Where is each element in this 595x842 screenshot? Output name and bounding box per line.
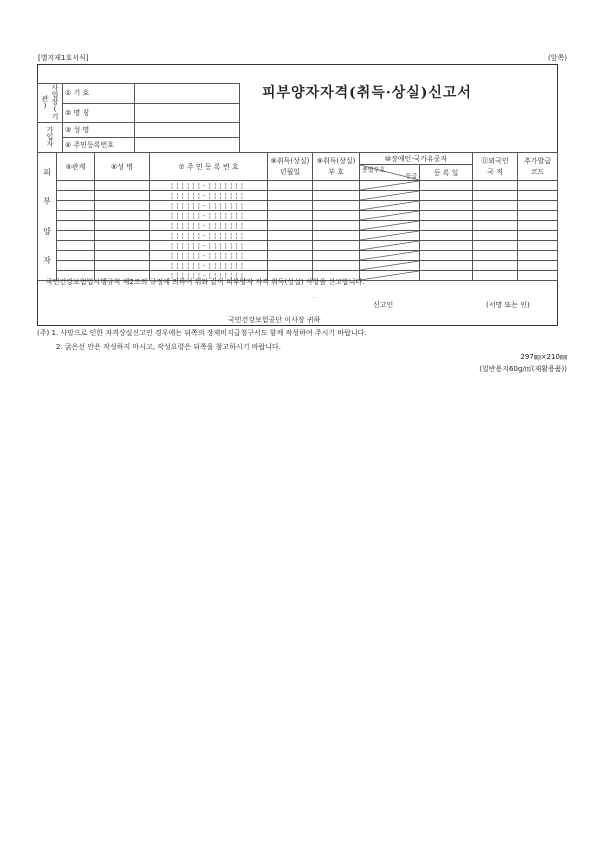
col-foreign-header-line1: ⑪외국인 — [481, 156, 509, 165]
col-code-header-line2: 부 호 — [328, 167, 344, 176]
col-rrn-header: ⑦ 주 민 등 록 번 호 — [150, 153, 268, 181]
cell-foreign[interactable] — [473, 271, 518, 281]
cell-regdate[interactable] — [420, 211, 473, 221]
col-extra-header — [518, 153, 558, 181]
date-separator: . — [313, 293, 315, 300]
reporter-label: 신고인 — [373, 301, 394, 309]
cell-diagonal — [360, 231, 419, 240]
cell-foreign[interactable] — [473, 241, 518, 251]
cell-code[interactable] — [313, 211, 360, 221]
cell-relation[interactable] — [57, 241, 95, 251]
rrn-mask: ¦¦¦¦¦¦-¦¦¦¦¦¦¦ — [170, 271, 247, 280]
cell-regdate[interactable] — [420, 191, 473, 201]
cell-type-grade[interactable] — [360, 221, 420, 231]
cell-regdate[interactable] — [420, 241, 473, 251]
cell-type-grade[interactable] — [360, 241, 420, 251]
rrn-mask: ¦¦¦¦¦¦-¦¦¦¦¦¦¦ — [170, 261, 247, 270]
cell-rrn[interactable] — [150, 211, 268, 221]
subscriber-name-field[interactable] — [135, 123, 240, 138]
paper-size: 297㎜×210㎜ — [520, 353, 567, 361]
cell-extra[interactable] — [518, 201, 558, 211]
cell-extra[interactable] — [518, 211, 558, 221]
cell-date[interactable] — [268, 241, 313, 251]
note-2: 2. 굵은선 안은 작성하지 마시고, 작성요령은 뒤쪽을 참고하시기 바랍니다. — [56, 343, 282, 351]
cell-rrn[interactable] — [150, 261, 268, 271]
cell-foreign[interactable] — [473, 181, 518, 191]
col-type-grade-header — [360, 165, 420, 181]
cell-date[interactable] — [268, 181, 313, 191]
rrn-mask: ¦¦¦¦¦¦-¦¦¦¦¦¦¦ — [170, 251, 247, 260]
dependents-side-label — [38, 153, 57, 281]
col-date-header-line1: ⑧취득(상실) — [270, 156, 310, 165]
cell-regdate[interactable] — [420, 201, 473, 211]
subscriber-group-label: 가입자 — [38, 123, 63, 153]
table-row — [38, 211, 558, 221]
form-title: 피부양자자격(취득·상실)신고서 — [262, 85, 472, 101]
cell-diagonal — [360, 211, 419, 220]
cell-code[interactable] — [313, 251, 360, 261]
cell-code[interactable] — [313, 191, 360, 201]
employer-group-label: 사업장(기관) — [38, 84, 63, 123]
note-1: (주) 1. 사망으로 인한 자격상실신고인 경우에는 뒤쪽의 장제비지급청구서도 함께 작성하여 주시기 바랍니다. — [37, 329, 367, 337]
cell-regdate[interactable] — [420, 181, 473, 191]
cell-rrn[interactable] — [150, 201, 268, 211]
table-row — [38, 191, 558, 201]
cell-code[interactable] — [313, 221, 360, 231]
cell-name[interactable] — [95, 181, 150, 191]
col-date-header — [268, 153, 313, 181]
cell-date[interactable] — [268, 251, 313, 261]
cell-diagonal — [360, 261, 419, 270]
cell-foreign[interactable] — [473, 201, 518, 211]
cell-code[interactable] — [313, 201, 360, 211]
cell-relation[interactable] — [57, 211, 95, 221]
col-foreign-header-line2: 국 적 — [487, 167, 503, 176]
cell-extra[interactable] — [518, 221, 558, 231]
side-char-3: 양 — [43, 226, 51, 236]
col-extra-header-line1: 추가발급 — [523, 156, 552, 165]
cell-rrn[interactable] — [150, 181, 268, 191]
cell-name[interactable] — [95, 201, 150, 211]
cell-regdate[interactable] — [420, 221, 473, 231]
cell-date[interactable] — [268, 201, 313, 211]
cell-name[interactable] — [95, 261, 150, 271]
cell-extra[interactable] — [518, 231, 558, 241]
cell-relation[interactable] — [57, 221, 95, 231]
table-row — [38, 201, 558, 211]
cell-type-grade[interactable] — [360, 191, 420, 201]
col-name-header: ⑥성 명 — [95, 153, 150, 181]
signature-note: (서명 또는 인) — [486, 301, 530, 309]
col-regdate-header: 등 록 일 — [420, 165, 473, 181]
cell-relation[interactable] — [57, 191, 95, 201]
cell-diagonal — [360, 271, 419, 280]
cell-type-grade[interactable] — [360, 181, 420, 191]
col-code-header-line1: ⑨취득(상실) — [316, 156, 356, 165]
cell-code[interactable] — [313, 181, 360, 191]
side-char-2: 부 — [43, 197, 51, 207]
declaration-text: 국민건강보험법시행규칙 제2조의 규정에 의하여 위와 같이 피부양자 자격 취득(상실) 사항을 신고합니다. — [46, 278, 365, 286]
rrn-mask: ¦¦¦¦¦¦-¦¦¦¦¦¦¦ — [170, 241, 247, 250]
cell-name[interactable] — [95, 211, 150, 221]
table-row — [38, 181, 558, 191]
cell-date[interactable] — [268, 191, 313, 201]
employer-code-field[interactable] — [135, 84, 240, 104]
page-side-label: (앞쪽) — [548, 54, 567, 62]
cell-regdate[interactable] — [420, 271, 473, 281]
cell-foreign[interactable] — [473, 211, 518, 221]
cell-name[interactable] — [95, 191, 150, 201]
cell-date[interactable] — [268, 221, 313, 231]
col-code-header — [313, 153, 360, 181]
col-extra-header-line2: 코드 — [530, 167, 545, 176]
rrn-mask: ¦¦¦¦¦¦-¦¦¦¦¦¦¦ — [170, 191, 247, 200]
cell-regdate[interactable] — [420, 261, 473, 271]
cell-rrn[interactable] — [150, 221, 268, 231]
cell-diagonal — [360, 221, 419, 230]
cell-foreign[interactable] — [473, 261, 518, 271]
cell-regdate[interactable] — [420, 251, 473, 261]
cell-date[interactable] — [268, 261, 313, 271]
cell-foreign[interactable] — [473, 221, 518, 231]
cell-relation[interactable] — [57, 251, 95, 261]
cell-type-grade[interactable] — [360, 251, 420, 261]
dependents-table — [37, 152, 558, 281]
cell-extra[interactable] — [518, 191, 558, 201]
paper-type: (일반용지60g/㎡(재활용품)) — [479, 365, 567, 373]
cell-name[interactable] — [95, 251, 150, 261]
form-number: [별지제1호서식] — [38, 54, 89, 62]
cell-date[interactable] — [268, 211, 313, 221]
col-type-header: 종별부호 — [362, 167, 386, 174]
cell-relation[interactable] — [57, 261, 95, 271]
col-grade-header: 등급 — [405, 173, 417, 180]
cell-diagonal — [360, 241, 419, 250]
cell-type-grade[interactable] — [360, 231, 420, 241]
cell-regdate[interactable] — [420, 231, 473, 241]
cell-foreign[interactable] — [473, 191, 518, 201]
cell-name[interactable] — [95, 221, 150, 231]
employer-code-label: ① 기 호 — [63, 84, 135, 104]
cell-rrn[interactable] — [150, 191, 268, 201]
rrn-mask: ¦¦¦¦¦¦-¦¦¦¦¦¦¦ — [170, 231, 247, 240]
cell-relation[interactable] — [57, 181, 95, 191]
employer-name-label: ② 명 칭 — [63, 103, 135, 123]
cell-rrn[interactable] — [150, 231, 268, 241]
cell-extra[interactable] — [518, 251, 558, 261]
table-row — [38, 221, 558, 231]
cell-name[interactable] — [95, 241, 150, 251]
cell-extra[interactable] — [518, 241, 558, 251]
employer-name-field[interactable] — [135, 103, 240, 123]
col-date-header-line2: 년월일 — [279, 167, 301, 176]
col-foreign-header — [473, 153, 518, 181]
cell-extra[interactable] — [518, 271, 558, 281]
subscriber-name-label: ③ 성 명 — [63, 123, 135, 138]
cell-type-grade[interactable] — [360, 271, 420, 281]
cell-diagonal — [360, 191, 419, 200]
table-row — [38, 231, 558, 241]
cell-diagonal — [360, 201, 419, 210]
rrn-mask: ¦¦¦¦¦¦-¦¦¦¦¦¦¦ — [170, 221, 247, 230]
cell-type-grade[interactable] — [360, 261, 420, 271]
employer-subscriber-table — [37, 83, 240, 153]
subscriber-rrn-field[interactable] — [135, 138, 240, 153]
cell-rrn[interactable] — [150, 241, 268, 251]
cell-type-grade[interactable] — [360, 211, 420, 221]
cell-code[interactable] — [313, 241, 360, 251]
rrn-mask: ¦¦¦¦¦¦-¦¦¦¦¦¦¦ — [170, 201, 247, 210]
cell-extra[interactable] — [518, 181, 558, 191]
cell-diagonal — [360, 251, 419, 260]
subscriber-rrn-label: ④ 주민등록번호 — [63, 138, 135, 153]
cell-foreign[interactable] — [473, 251, 518, 261]
col-relation-header: ⑤관계 — [57, 153, 95, 181]
cell-diagonal — [360, 181, 419, 190]
table-row — [38, 241, 558, 251]
rrn-mask: ¦¦¦¦¦¦-¦¦¦¦¦¦¦ — [170, 211, 247, 220]
cell-rrn[interactable] — [150, 251, 268, 261]
cell-code[interactable] — [313, 231, 360, 241]
cell-extra[interactable] — [518, 261, 558, 271]
table-row — [38, 251, 558, 261]
cell-relation[interactable] — [57, 201, 95, 211]
side-char-4: 자 — [43, 256, 51, 266]
table-row — [38, 261, 558, 271]
cell-relation[interactable] — [57, 231, 95, 241]
side-char-1: 피 — [43, 167, 51, 177]
cell-foreign[interactable] — [473, 231, 518, 241]
cell-date[interactable] — [268, 231, 313, 241]
cell-name[interactable] — [95, 231, 150, 241]
cell-code[interactable] — [313, 261, 360, 271]
rrn-mask: ¦¦¦¦¦¦-¦¦¦¦¦¦¦ — [170, 181, 247, 190]
col-disabled-header: ⑩장애인·국가유공자 — [360, 153, 473, 165]
addressee: 국민건강보험공단 이사장 귀하 — [228, 316, 321, 324]
cell-type-grade[interactable] — [360, 201, 420, 211]
